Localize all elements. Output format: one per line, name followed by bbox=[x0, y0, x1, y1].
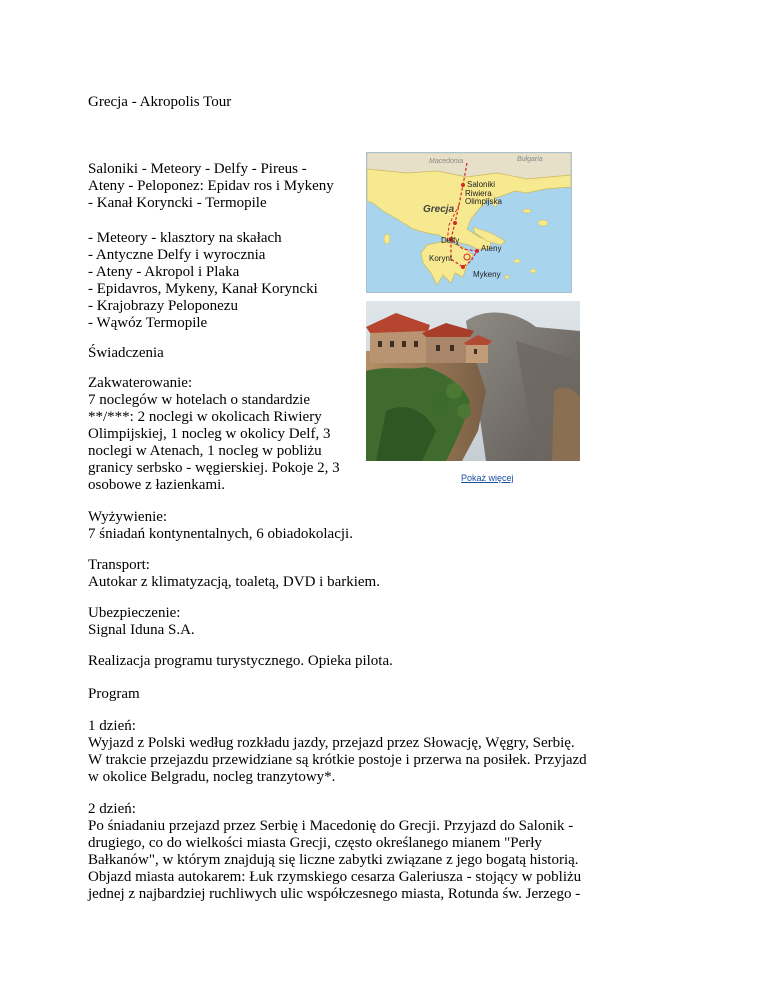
map-label-olimpijska: Olimpijska bbox=[465, 197, 502, 206]
map-label-grecja: Grecja bbox=[423, 204, 455, 215]
map-label-delfy: Delfy bbox=[441, 236, 460, 245]
day2-label: 2 dzień: bbox=[88, 801, 136, 817]
map-label-saloniki: Saloniki bbox=[467, 180, 496, 189]
map-label-ateny: Ateny bbox=[481, 244, 502, 253]
route-map bbox=[366, 152, 572, 293]
highlight-item: - Epidavros, Mykeny, Kanał Koryncki bbox=[88, 281, 318, 297]
highlight-item: - Wąwóz Termopile bbox=[88, 315, 208, 331]
page-title: Grecja - Akropolis Tour bbox=[88, 94, 232, 110]
day2-line: jednej z najbardziej ruchliwych ulic współczesnego miasta, Rotunda św. Jerzego - bbox=[88, 886, 581, 902]
map-label-bulgaria: Bułgaria bbox=[517, 156, 543, 163]
transport-text: Autokar z klimatyzacją, toaletą, DVD i barkiem. bbox=[88, 574, 380, 590]
program-heading: Program bbox=[88, 686, 140, 702]
day2-line: Po śniadaniu przejazd przez Serbię i Macedonię do Grecji. Przyjazd do Salonik - bbox=[88, 818, 574, 834]
insurance-text: Signal Iduna S.A. bbox=[88, 622, 195, 638]
accommodation-line: 7 noclegów w hotelach o standardzie bbox=[88, 392, 311, 408]
highlight-item: - Krajobrazy Peloponezu bbox=[88, 298, 238, 314]
accommodation-line: Olimpijskiej, 1 nocleg w okolicy Delf, 3 bbox=[88, 426, 331, 442]
meteora-photo bbox=[366, 301, 580, 461]
map-label-mykeny: Mykeny bbox=[473, 270, 501, 279]
map-label-korynt: Korynt bbox=[429, 254, 453, 263]
highlight-item: - Meteory - klasztory na skałach bbox=[88, 230, 282, 246]
meals-label: Wyżywienie: bbox=[88, 509, 168, 525]
meteora-photo-graphic bbox=[366, 301, 580, 461]
services-heading: Świadczenia bbox=[88, 345, 164, 361]
day1-line: w okolice Belgradu, nocleg tranzytowy*. bbox=[88, 769, 336, 785]
day2-line: drugiego, co do wielkości miasta Grecji, często określanego mianem "Perły bbox=[88, 835, 542, 851]
transport-label: Transport: bbox=[88, 557, 150, 573]
map-label-macedonia: Macedonia bbox=[429, 158, 464, 165]
highlight-item: - Antyczne Delfy i wyrocznia bbox=[88, 247, 266, 263]
insurance-label: Ubezpieczenie: bbox=[88, 605, 181, 621]
highlight-item: - Ateny - Akropol i Plaka bbox=[88, 264, 240, 280]
day1-label: 1 dzień: bbox=[88, 718, 136, 734]
route-line: Saloniki - Meteory - Delfy - Pireus - bbox=[88, 161, 307, 177]
day2-line: Objazd miasta autokarem: Łuk rzymskiego cesarza Galeriusza - stojący w pobliżu bbox=[88, 869, 582, 885]
day2-line: Bałkanów", w którym znajdują się liczne zabytki związane z jego bogatą historią. bbox=[88, 852, 579, 868]
meals-text: 7 śniadań kontynentalnych, 6 obiadokolacji. bbox=[88, 526, 353, 542]
accommodation-line: noclegi w Atenach, 1 nocleg w pobliżu bbox=[88, 443, 322, 459]
day1-line: Wyjazd z Polski według rozkładu jazdy, przejazd przez Słowację, Węgry, Serbię. bbox=[88, 735, 575, 751]
accommodation-label: Zakwaterowanie: bbox=[88, 375, 193, 391]
day1-line: W trakcie przejazdu przewidziane są krótkie postoje i przerwa na posiłek. Przyjazd bbox=[88, 752, 587, 768]
accommodation-line: granicy serbsko - węgierskiej. Pokoje 2, 3 bbox=[88, 460, 340, 476]
map-label-riwiera: Riwiera bbox=[465, 189, 492, 198]
accommodation-line: osobowe z łazienkami. bbox=[88, 477, 226, 493]
route-line: Ateny - Peloponez: Epidav ros i Mykeny bbox=[88, 178, 334, 194]
show-more-link[interactable]: Pokaż więcej bbox=[461, 473, 514, 483]
accommodation-line: **/***: 2 noclegi w okolicach Riwiery bbox=[88, 409, 322, 425]
route-line: - Kanał Koryncki - Termopile bbox=[88, 195, 267, 211]
realization-text: Realizacja programu turystycznego. Opieka pilota. bbox=[88, 653, 393, 669]
route-map-graphic bbox=[367, 153, 571, 292]
